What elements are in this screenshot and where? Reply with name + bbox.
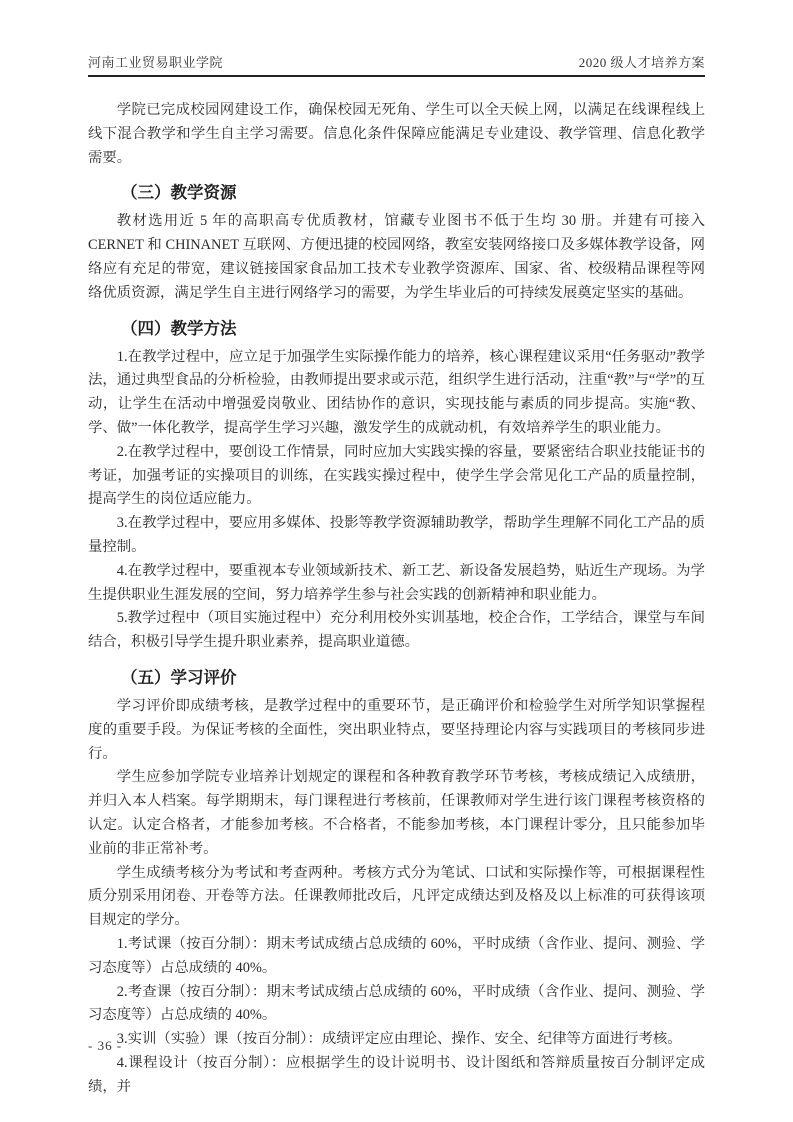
paragraph: 学习评价即成绩考核，是教学过程中的重要环节，是正确评价和检验学生对所学知识掌握程度的重要手段。为保证考核的全面性，突出职业特点，要坚持理论内容与实践项目的考核同步进行。 xyxy=(88,697,705,762)
paragraph: 教材选用近 5 年的高职高专优质教材，馆藏专业图书不低于生均 30 册。并建有可接入 CERNET 和 CHINANET 互联网、方便迅捷的校园网络，教室安装网络接口及多媒体教学设备，网络应有充足的带宽，建议链接国家食品加工技术专业教学资源库、国家、省、校级精品课程等网络优质资源，满足学生自主进行网络学习的需要，为学生毕业后的可持续发展奠定坚实的基础。 xyxy=(88,213,705,301)
page-number: - 36 - xyxy=(88,1038,123,1053)
page-footer xyxy=(88,1038,122,1054)
header-school-name: 河南工业贸易职业学院 xyxy=(88,55,224,70)
section-heading-teaching-resources: （三）教学资源 xyxy=(121,183,237,203)
paragraph: 5.教学过程中（项目实施过程中）充分利用校外实训基地，校企合作，工学结合，课堂与车间结合，积极引导学生提升职业素养，提高职业道德。 xyxy=(88,610,705,651)
paragraph: 3.实训（实验）课（按百分制）：成绩评定应由理论、操作、安全、纪律等方面进行考核。 xyxy=(116,1031,682,1048)
paragraph: 4.在教学过程中，要重视本专业领域新技术、新工艺、新设备发展趋势，贴近生产现场。为学生提供职业生涯发展的空间，努力培养学生参与社会实践的创新精神和职业能力。 xyxy=(88,562,705,603)
section-heading-teaching-methods: （四）教学方法 xyxy=(121,318,237,338)
paragraph: 1.考试课（按百分制）：期末考试成绩占总成绩的 60%，平时成绩（含作业、提问、测验、学习态度等）占总成绩的 40%。 xyxy=(88,935,705,976)
section-heading-learning-evaluation: （五）学习评价 xyxy=(121,667,237,687)
paragraph: 1.在教学过程中，应立足于加强学生实际操作能力的培养，核心课程建议采用“任务驱动”教学法，通过典型食品的分析检验，由教师提出要求或示范，组织学生进行活动，注重“教”与“学”的互动，让学生在活动中增强爱岗敬业、团结协作的意识，实现技能与素质的同步提高。实施“教、学、做”一体化教学，提高学生学习兴趣，激发学生的成就动机，有效培养学生的职业能力。 xyxy=(88,348,705,436)
paragraph: 2.考查课（按百分制）：期末考试成绩占总成绩的 60%，平时成绩（含作业、提问、测验、学习态度等）占总成绩的 40%。 xyxy=(88,983,705,1024)
header-plan-title: 2020 级人才培养方案 xyxy=(578,55,705,70)
paragraph: 学生成绩考核分为考试和考查两种。考核方式分为笔试、口试和实际操作等，可根据课程性质分别采用闭卷、开卷等方法。任课教师批改后，凡评定成绩达到及格及以上标准的可获得该项目规定的学分。 xyxy=(88,864,705,929)
paragraph: 学生应参加学院专业培养计划规定的课程和各种教育教学环节考核，考核成绩记入成绩册，并归入本人档案。每学期期末，每门课程进行考核前，任课教师对学生进行该门课程考核资格的认定。认定合格者，才能参加考核。不合格者，不能参加考核，本门课程计零分，且只能参加毕业前的非正常补考。 xyxy=(88,769,705,857)
intro-paragraph: 学院已完成校园网建设工作，确保校园无死角、学生可以全天候上网，以满足在线课程线上线下混合教学和学生自主学习需要。信息化条件保障应能满足专业建设、教学管理、信息化教学需要。 xyxy=(88,102,705,166)
document-content xyxy=(88,99,705,1099)
paragraph: 3.在教学过程中，要应用多媒体、投影等教学资源辅助教学，帮助学生理解不同化工产品的质量控制。 xyxy=(88,515,705,555)
paragraph: 2.在教学过程中，要创设工作情景，同时应加大实践实操的容量，要紧密结合职业技能证书的考证，加强考证的实操项目的训练，在实践实操过程中，使学生学会常见化工产品的质量控制，提高学生的岗位适应能力。 xyxy=(88,443,705,508)
page-header xyxy=(88,0,705,77)
paragraph: 4.课程设计（按百分制）：应根据学生的设计说明书、设计图纸和答辩质量按百分制评定成绩，并 xyxy=(88,1054,705,1095)
